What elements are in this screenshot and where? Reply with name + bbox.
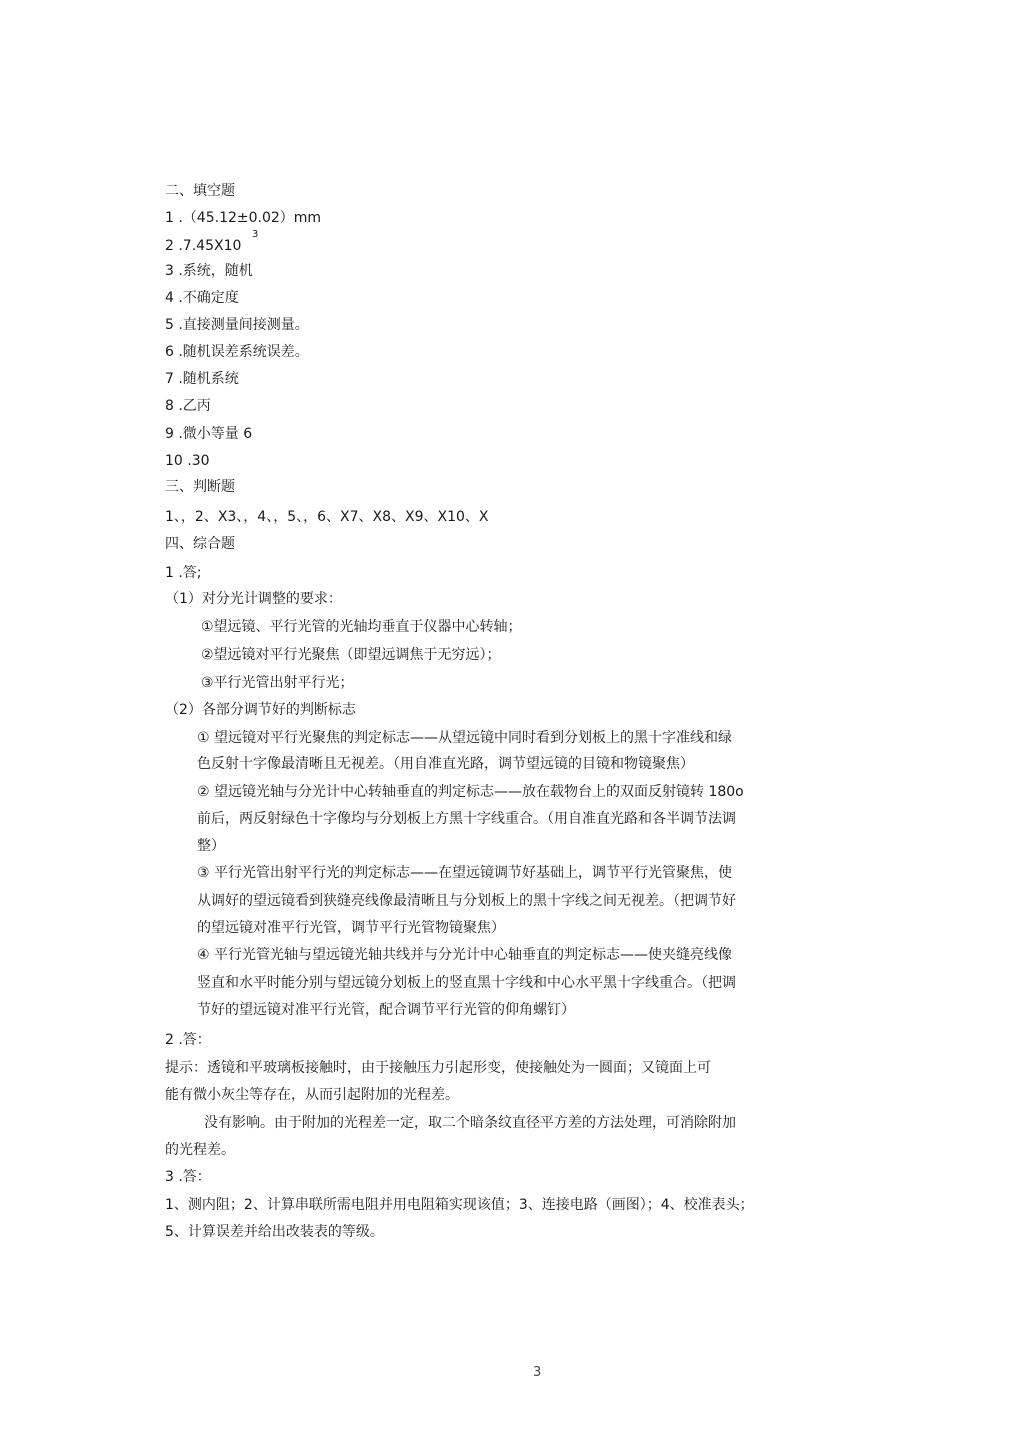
subsection-title: （1）对分光计调整的要求：: [165, 591, 342, 607]
requirement-item: ③平行光管出射平行光；: [201, 675, 354, 691]
answer-line: 10 .30: [165, 453, 210, 469]
answer-line: 2 .7.45X10: [165, 238, 242, 254]
section-heading-fill-blank: 二、填空题: [165, 183, 235, 199]
page-number: 3: [533, 1365, 542, 1380]
answer-line: 1 .（45.12±0.02）mm: [165, 210, 322, 226]
criterion-line: 前后，两反射绿色十字像均与分划板上方黑十字线重合。（用自准直光路和各半调节法调: [197, 811, 736, 827]
answer-line: 8 .乙丙: [165, 398, 211, 414]
criterion-line: ④ 平行光管光轴与望远镜光轴共线并与分光计中心轴垂直的判定标志——使夹缝亮线像: [197, 947, 732, 963]
criterion-line: 节好的望远镜对准平行光管，配合调节平行光管的仰角螺钉）: [197, 1002, 575, 1018]
answer-line: 1、，2、X3、，4、，5、，6、X7、X8、X9、X10、X: [165, 509, 489, 525]
answer-paragraph-line: 1、测内阻；2、计算串联所需电阻并用电阻箱实现该值；3、连接电路（画图）；4、校准表头；: [165, 1197, 754, 1213]
section-heading-comprehensive: 四、综合题: [165, 536, 235, 552]
exponent-superscript: 3: [252, 229, 259, 240]
subsection-title: （2）各部分调节好的判断标志: [165, 702, 356, 718]
criterion-line: 的望远镜对准平行光管，调节平行光管物镜聚焦）: [197, 920, 505, 936]
answer-line: 3 .系统，随机: [165, 263, 253, 279]
answer-line: 7 .随机系统: [165, 371, 239, 387]
answer-paragraph-line: 提示：透镜和平玻璃板接触时，由于接触压力引起形变，使接触处为一圆面；又镜面上可: [165, 1060, 711, 1076]
criterion-line: 整）: [197, 838, 225, 854]
criterion-line: ① 望远镜对平行光聚焦的判定标志——从望远镜中同时看到分划板上的黑十字准线和绿: [197, 730, 732, 746]
question-label: 2 .答：: [165, 1032, 211, 1048]
section-heading-true-false: 三、判断题: [165, 479, 235, 495]
answer-paragraph-line: 5、计算误差并给出改装表的等级。: [165, 1224, 384, 1240]
answer-paragraph-line: 没有影响。由于附加的光程差一定，取二个暗条纹直径平方差的方法处理，可消除附加: [204, 1115, 736, 1131]
answer-paragraph-line: 的光程差。: [165, 1142, 235, 1158]
criterion-line: 从调好的望远镜看到狭缝亮线像最清晰且与分划板上的黑十字线之间无视差。（把调节好: [197, 893, 736, 909]
answer-line: 9 .微小等量 6: [165, 426, 253, 442]
criterion-line: 竖直和水平时能分别与望远镜分划板上的竖直黑十字线和中心水平黑十字线重合。（把调: [197, 975, 736, 991]
answer-line: 5 .直接测量间接测量。: [165, 317, 309, 333]
question-label: 3 .答：: [165, 1169, 211, 1185]
answer-line: 4 .不确定度: [165, 290, 239, 306]
answer-paragraph-line: 能有微小灰尘等存在，从而引起附加的光程差。: [165, 1087, 459, 1103]
requirement-item: ②望远镜对平行光聚焦（即望远调焦于无穷远）；: [201, 647, 501, 663]
answer-line: 6 .随机误差系统误差。: [165, 344, 309, 360]
question-label: 1 .答;: [165, 565, 202, 581]
criterion-line: ② 望远镜光轴与分光计中心转轴垂直的判定标志——放在载物台上的双面反射镜转 180o: [197, 784, 744, 800]
criterion-line: ③ 平行光管出射平行光的判定标志——在望远镜调节好基础上，调节平行光管聚焦，使: [197, 865, 732, 881]
criterion-line: 色反射十字像最清晰且无视差。（用自准直光路，调节望远镜的目镜和物镜聚焦）: [197, 756, 694, 772]
requirement-item: ①望远镜、平行光管的光轴均垂直于仪器中心转轴；: [201, 619, 522, 635]
